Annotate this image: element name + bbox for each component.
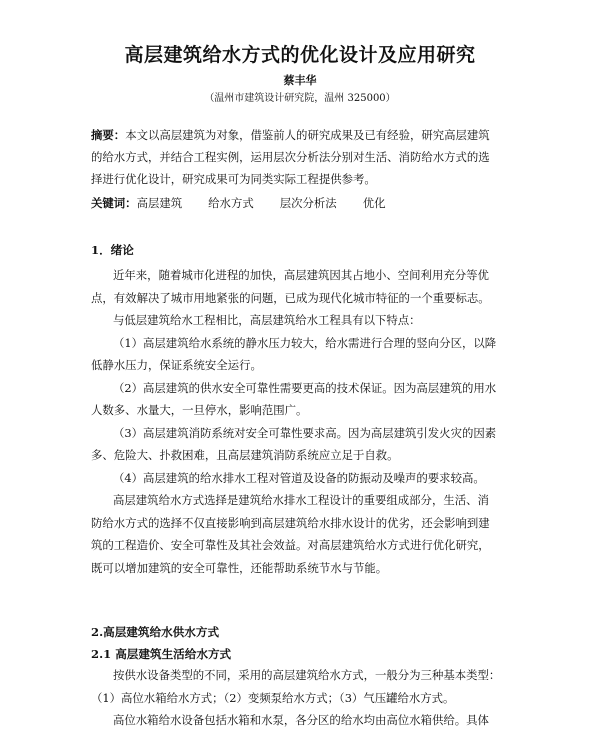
author-affiliation: （温州市建筑设计研究院，温州 325000） [204, 93, 396, 104]
body-line: 防给水方式的选择不仅直接影响到高层建筑给水排水设计的优劣，还会影响到建 [91, 515, 490, 530]
author-name: 蔡丰华 [283, 74, 317, 87]
body-line: 既可以增加建筑的安全可靠性，还能帮助系统节水与节能。 [91, 560, 388, 575]
abstract-label: 摘要： [91, 128, 126, 142]
body-line: （4）高层建筑的给水排水工程对管道及设备的防振动及噪声的要求较高。 [113, 470, 485, 485]
body-line: 与低层建筑给水工程相比，高层建筑给水工程具有以下特点： [113, 313, 421, 327]
keyword: 优化 [362, 196, 386, 210]
body-line: 人数多、水量大，一旦停水，影响范围广。 [91, 403, 308, 417]
section-heading: 2.高层建筑给水供水方式 [91, 625, 220, 639]
section-heading: 1．绪论 [91, 243, 134, 257]
keyword: 高层建筑 [136, 196, 183, 210]
body-line: （1）高层建筑给水系统的静水压力较大，给水需进行合理的竖向分区，以降 [113, 335, 497, 350]
keywords [91, 195, 521, 211]
body-line: （1）高位水箱给水方式；（2）变频泵给水方式；（3）气压罐给水方式。 [91, 690, 455, 705]
section-2-1-body [91, 664, 521, 732]
body-line: 多、危险大、扑救困难，且高层建筑消防系统应立足于自救。 [91, 448, 399, 462]
body-line: 点，有效解决了城市用地紧张的问题，已成为现代化城市特征的一个重要标志。 [91, 290, 490, 305]
keywords-label: 关键词： [91, 196, 137, 210]
paper-title: 高层建筑给水方式的优化设计及应用研究 [124, 44, 476, 66]
keyword: 层次分析法 [279, 196, 337, 210]
abstract-line: 择进行优化设计，研究成果可为同类实际工程提供参考。 [91, 172, 376, 186]
keyword: 给水方式 [208, 196, 254, 210]
body-line: 高层建筑给水方式选择是建筑给水排水工程设计的重要组成部分，生活、消 [113, 493, 489, 507]
body-line: 低静水压力，保证系统安全运行。 [91, 358, 262, 372]
body-line: 筑的工程造价、安全可靠性及其社会效益。对高层建筑给水方式进行优化研究， [91, 538, 490, 552]
abstract-line: 摘要：本文以高层建筑为对象，借鉴前人的研究成果及已有经验，研究高层建筑 [91, 128, 490, 142]
section-1-body [91, 264, 521, 579]
abstract-line: 的给水方式，并结合工程实例，运用层次分析法分别对生活、消防给水方式的选 [91, 150, 490, 164]
abstract [91, 124, 521, 190]
body-line: （2）高层建筑的供水安全可靠性需要更高的技术保证。因为高层建筑的用水 [113, 380, 497, 395]
body-line: （3）高层建筑消防系统对安全可靠性要求高。因为高层建筑引发火灾的因素 [113, 425, 497, 440]
subsection-heading: 2.1 高层建筑生活给水方式 [91, 647, 232, 661]
body-line: 近年来，随着城市化进程的加快，高层建筑因其占地小、空间利用充分等优 [113, 268, 489, 282]
body-line: 高位水箱给水设备包括水箱和水泵，各分区的给水均由高位水箱供给。具体 [113, 713, 489, 727]
body-line: 按供水设备类型的不同，采用的高层建筑给水方式，一般分为三种基本类型： [113, 668, 501, 682]
